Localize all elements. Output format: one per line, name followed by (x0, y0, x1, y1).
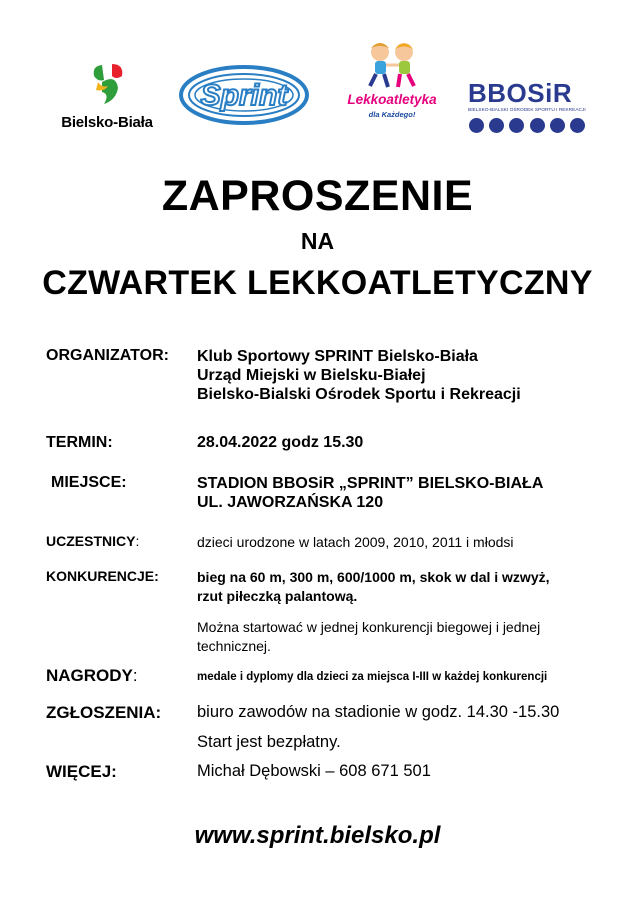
uczestnicy-label-text: UCZESTNICY (46, 533, 136, 549)
bbosir-sport-icons (469, 118, 585, 134)
zgloszenia-label: ZGŁOSZENIA: (46, 703, 162, 722)
nagrody-label-text: NAGRODY (46, 666, 133, 685)
termin-label: TERMIN: (46, 434, 113, 451)
sport-icon (570, 118, 585, 133)
miejsce-line: STADION BBOSiR „SPRINT” BIELSKO-BIAŁA (197, 475, 544, 492)
uczestnicy-label (46, 533, 139, 549)
konkurencje-note (197, 618, 540, 656)
sprint-logo (178, 64, 310, 126)
bielsko-biala-logo (52, 58, 162, 138)
lekkoatletyka-logo (342, 40, 442, 132)
sport-icon (530, 118, 545, 133)
organizator-line: Klub Sportowy SPRINT Bielsko-Biała (197, 348, 478, 365)
konkurencje-line: bieg na 60 m, 300 m, 600/1000 m, skok w dal i wzwyż, (197, 569, 550, 585)
lekkoatletyka-logo-subtitle: dla Każdego! (368, 110, 416, 119)
nagrody-label (46, 666, 138, 686)
running-kids-icon (342, 40, 442, 92)
bbosir-logo (468, 78, 586, 138)
organizator-line: Urząd Miejski w Bielsku-Białej (197, 367, 426, 384)
sport-icon (469, 118, 484, 133)
start-free-value: Start jest bezpłatny. (197, 733, 341, 751)
bielsko-biala-logo-text: Bielsko-Biała (61, 114, 153, 131)
konkurencje-line: rzut piłeczką palantową. (197, 588, 358, 604)
wiecej-label: WIĘCEJ: (46, 762, 117, 781)
sprint-logo-icon (178, 64, 310, 126)
sport-icon (550, 118, 565, 133)
uczestnicy-colon: : (135, 533, 140, 549)
miejsce-value (197, 474, 543, 512)
nagrody-value: medale i dyplomy dla dzieci za miejsca I-III w każdej konkurencji (197, 671, 548, 683)
organizator-value (197, 347, 521, 404)
bielsko-biala-emblem-icon (90, 62, 126, 106)
bbosir-logo-subtitle: BIELSKO-BIALSKI OŚRODEK SPORTU I REKREACJI (468, 108, 586, 113)
organizator-line: Bielsko-Bialski Ośrodek Sportu i Rekreacji (197, 386, 521, 403)
konkurencje-value (197, 568, 550, 606)
miejsce-line: UL. JAWORZAŃSKA 120 (197, 494, 384, 511)
konkurencje-label: KONKURENCJE: (46, 568, 159, 584)
sprint-logo-text: Sprint (200, 79, 288, 112)
bbosir-logo-title: BBOSiR (468, 78, 573, 108)
sport-icon (489, 118, 504, 133)
uczestnicy-value: dzieci urodzone w latach 2009, 2010, 2011 i młodsi (197, 534, 514, 550)
konkurencje-note-line: Można startować w jednej konkurencji biegowej i jednej (197, 619, 541, 635)
website-link[interactable]: www.sprint.bielsko.pl (194, 822, 441, 849)
nagrody-colon: : (132, 666, 138, 685)
zgloszenia-value: biuro zawodów na stadionie w godz. 14.30 -15.30 (197, 703, 560, 721)
heading-na: NA (300, 228, 335, 254)
heading-invitation: ZAPROSZENIE (161, 172, 474, 220)
contact-value: Michał Dębowski – 608 671 501 (197, 762, 431, 780)
konkurencje-note-line: technicznej. (197, 638, 271, 654)
termin-value: 28.04.2022 godz 15.30 (197, 434, 364, 451)
organizator-label: ORGANIZATOR: (46, 347, 169, 364)
miejsce-label: MIEJSCE: (51, 474, 127, 491)
heading-event-name: CZWARTEK LEKKOATLETYCZNY (42, 264, 593, 302)
sport-icon (509, 118, 524, 133)
lekkoatletyka-logo-title: Lekkoatletyka (347, 92, 437, 107)
